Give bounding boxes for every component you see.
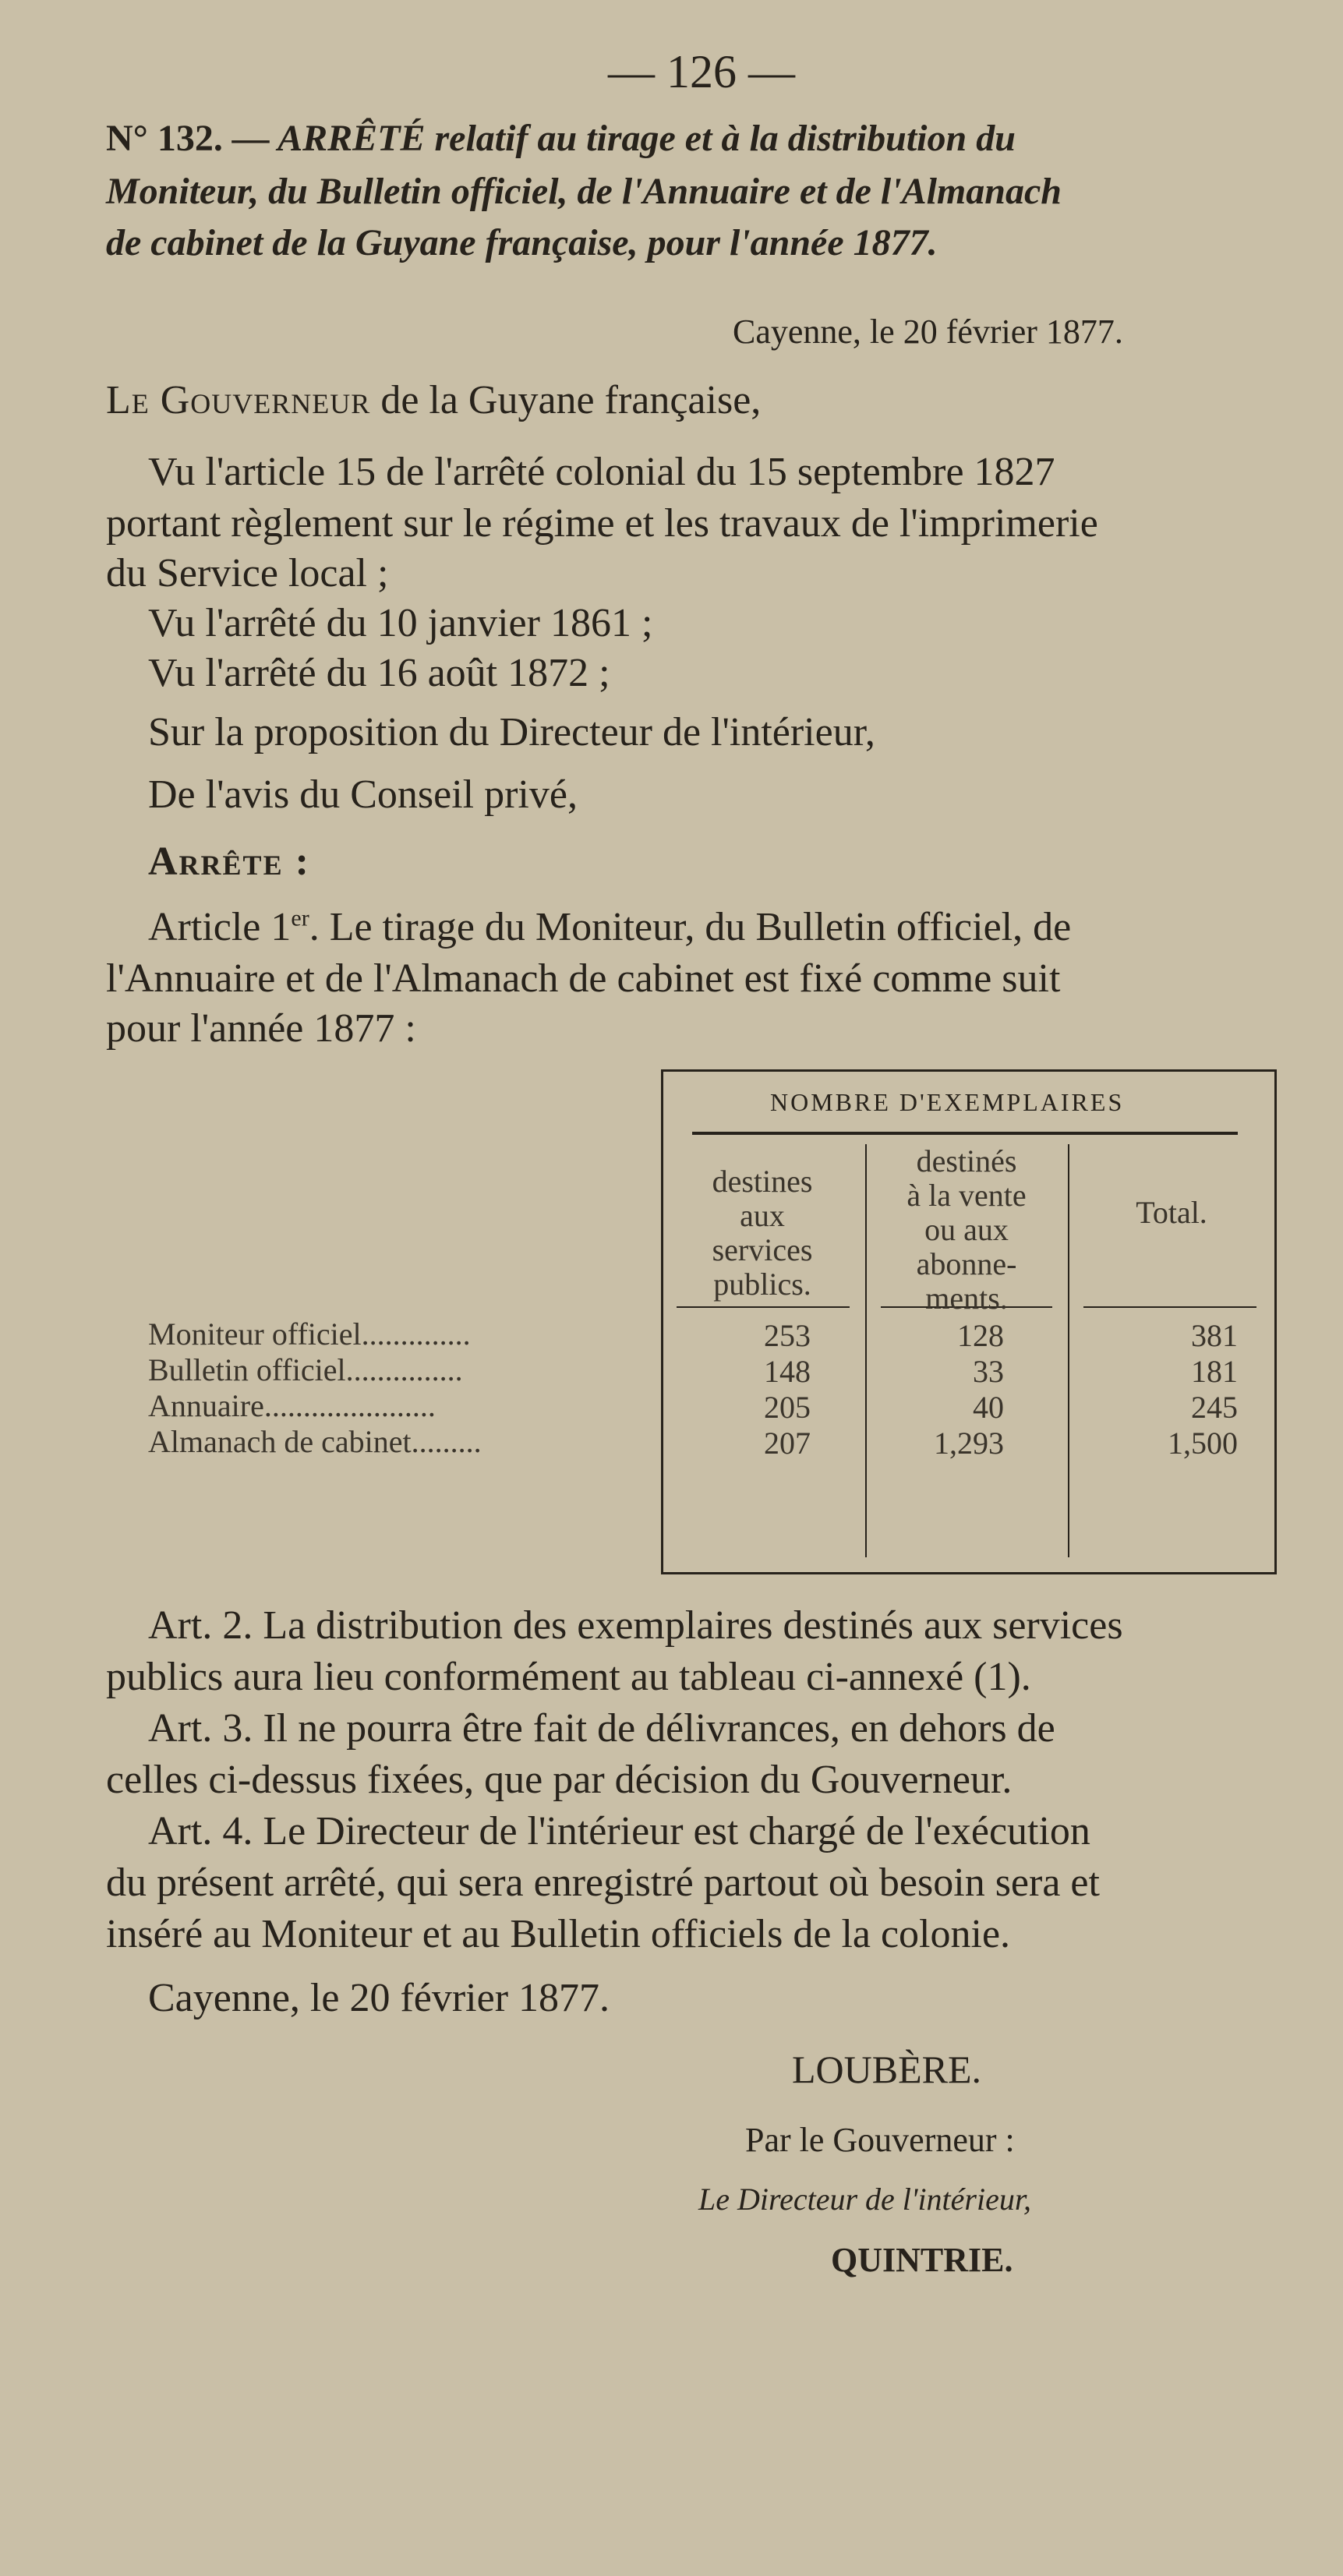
closing-date: Cayenne, le 20 février 1877. <box>148 1976 610 2020</box>
article4-line-3: inséré au Moniteur et au Bulletin officiels de la colonie. <box>106 1912 1011 1956</box>
table-row-label: Annuaire...................... <box>148 1388 436 1423</box>
table-top-border <box>661 1069 1277 1072</box>
table-cell: 33 <box>973 1354 1004 1389</box>
copies-table <box>661 1069 1277 1574</box>
arrete-heading: Arrête : <box>148 839 310 884</box>
table-cell: 245 <box>1191 1390 1238 1425</box>
vu1-line-3: du Service local ; <box>106 551 389 595</box>
signature-directeur: Le Directeur de l'intérieur, <box>698 2182 1031 2217</box>
table-row-label: Moniteur officiel.............. <box>148 1316 471 1352</box>
title-line-1-text: — ARRÊTÉ relatif au tirage et à la distribution du <box>231 118 1016 159</box>
table-cell: 205 <box>764 1390 811 1425</box>
table-col-divider-1 <box>865 1144 867 1557</box>
table-cell: 148 <box>764 1354 811 1389</box>
article4-line-1: Art. 4. Le Directeur de l'intérieur est chargé de l'exécution <box>148 1809 1090 1853</box>
table-right-border <box>1274 1069 1277 1574</box>
article1-head: Article 1 <box>148 905 292 949</box>
table-heading-rule <box>692 1132 1238 1135</box>
table-cell: 207 <box>764 1426 811 1461</box>
proposition-line: Sur la proposition du Directeur de l'intérieur, <box>148 710 875 754</box>
title-line-3: de cabinet de la Guyane française, pour l'année 1877. <box>106 222 938 263</box>
table-row-label: Bulletin officiel............... <box>148 1352 463 1387</box>
article2-line-1: Art. 2. La distribution des exemplaires destinés aux services <box>148 1603 1123 1648</box>
column-header-total: Total. <box>1136 1195 1207 1230</box>
table-heading: NOMBRE D'EXEMPLAIRES <box>770 1088 1125 1116</box>
table-cell: 1,293 <box>934 1426 1004 1461</box>
table-row-label: Almanach de cabinet......... <box>148 1424 482 1459</box>
table-left-border <box>661 1069 663 1574</box>
table-cell: 1,500 <box>1168 1426 1238 1461</box>
avis-line: De l'avis du Conseil privé, <box>148 772 578 817</box>
governor-rest: de la Guyane française, <box>370 378 762 422</box>
title-line-1 <box>106 117 1016 160</box>
title-line-2: Moniteur, du Bulletin officiel, de l'Annuaire et de l'Almanach <box>106 171 1062 212</box>
table-cell: 40 <box>973 1390 1004 1425</box>
page-number: — 126 — <box>608 46 795 97</box>
header-date: Cayenne, le 20 février 1877. <box>733 313 1123 351</box>
article1-line-1-rest: . Le tirage du Moniteur, du Bulletin officiel, de <box>309 905 1072 949</box>
table-cell: 381 <box>1191 1318 1238 1353</box>
article3-line-2: celles ci-dessus fixées, que par décision du Gouverneur. <box>106 1758 1013 1802</box>
table-col1-rule <box>677 1306 850 1308</box>
article2-line-2: publics aura lieu conformément au tableau ci-annexé (1). <box>106 1655 1031 1699</box>
column-header-services: destines aux services publics. <box>712 1164 813 1302</box>
signature-name-2: QUINTRIE. <box>831 2241 1013 2279</box>
article1-line-2: l'Annuaire et de l'Almanach de cabinet est fixé comme suit <box>106 956 1061 1001</box>
decree-number: N° 132. <box>106 118 223 159</box>
signature-par: Par le Gouverneur : <box>745 2121 1015 2159</box>
table-col3-rule <box>1083 1306 1256 1308</box>
table-col-divider-2 <box>1068 1144 1069 1557</box>
vu1-line-1: Vu l'article 15 de l'arrêté colonial du 15 septembre 1827 <box>148 450 1055 494</box>
table-cell: 128 <box>957 1318 1004 1353</box>
article1-line-3: pour l'année 1877 : <box>106 1006 416 1051</box>
governor-line <box>106 377 761 423</box>
signature-name: LOUBÈRE. <box>792 2048 982 2091</box>
vu3-line: Vu l'arrêté du 16 août 1872 ; <box>148 651 610 695</box>
vu1-line-2: portant règlement sur le régime et les travaux de l'imprimerie <box>106 501 1098 546</box>
column-header-vente: destinés à la vente ou aux abonne- ments. <box>907 1143 1027 1316</box>
table-cell: 253 <box>764 1318 811 1353</box>
article1-line-1 <box>148 904 1071 950</box>
table-cell: 181 <box>1191 1354 1238 1389</box>
vu2-line: Vu l'arrêté du 10 janvier 1861 ; <box>148 601 653 645</box>
table-bottom-border <box>661 1572 1277 1574</box>
article3-line-1: Art. 3. Il ne pourra être fait de délivrances, en dehors de <box>148 1706 1055 1751</box>
governor-title: Le Gouverneur <box>106 378 371 422</box>
article4-line-2: du présent arrêté, qui sera enregistré partout où besoin sera et <box>106 1860 1100 1905</box>
article1-sup: er <box>291 905 309 931</box>
